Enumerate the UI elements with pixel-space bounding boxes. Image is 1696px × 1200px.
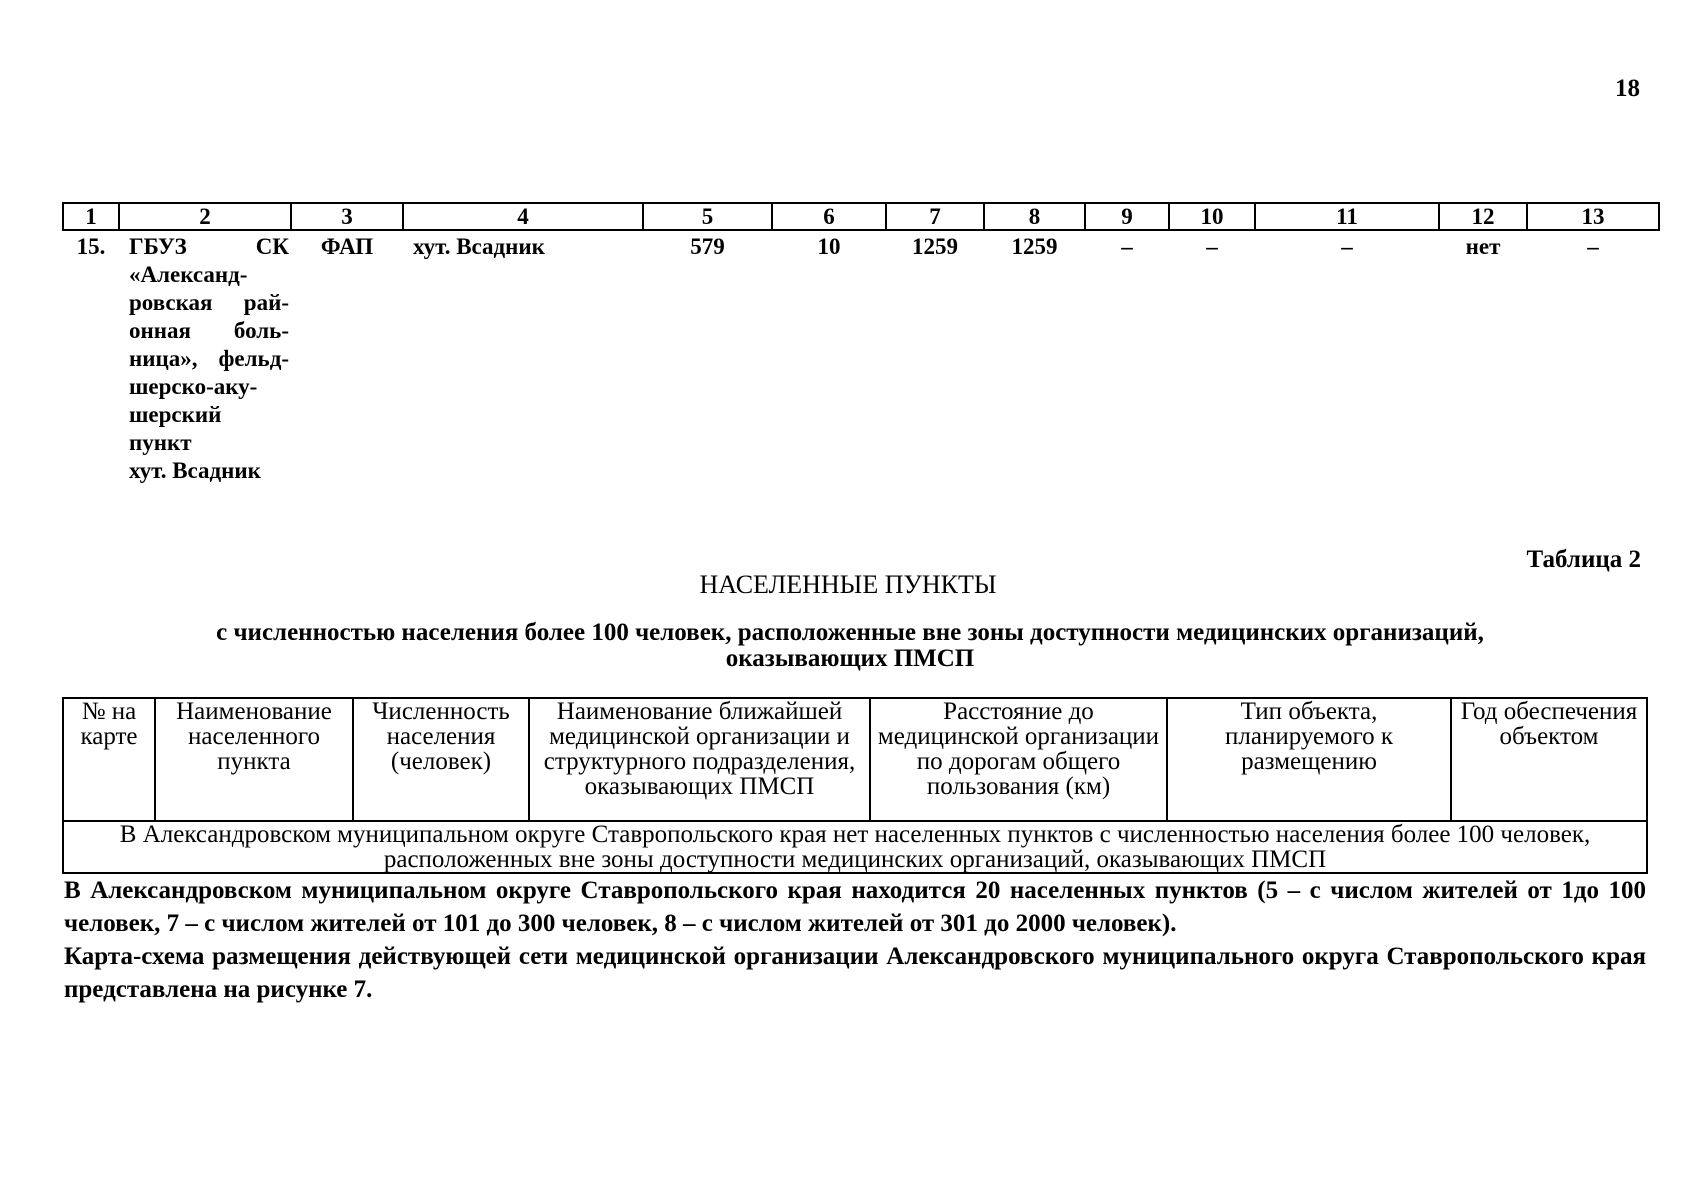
table-subtitle: с численностью населения более 100 человек, расположенные вне зоны доступности медицинских организаций, оказывающих ПМСП bbox=[216, 619, 1484, 672]
cell-value: – bbox=[1341, 234, 1353, 259]
continuation-table bbox=[62, 202, 1660, 485]
column-number: 10 bbox=[1169, 203, 1255, 230]
column-header: Тип объекта, планируемого к размещению bbox=[1167, 698, 1451, 821]
column-number: 12 bbox=[1439, 203, 1527, 230]
column-header: № на карте bbox=[63, 698, 155, 821]
cell-value: нет bbox=[1465, 234, 1501, 259]
row-number: 15. bbox=[76, 234, 106, 259]
organization-name-line: шерско-аку- bbox=[129, 374, 258, 399]
column-header: Год обеспечения объектом bbox=[1451, 698, 1647, 821]
table-row bbox=[63, 821, 1647, 873]
column-number: 4 bbox=[403, 203, 643, 230]
column-number-row bbox=[63, 203, 1659, 230]
cell-value: 1259 bbox=[912, 234, 958, 259]
column-number: 8 bbox=[984, 203, 1085, 230]
object-type: ФАП bbox=[320, 234, 374, 259]
settlements-table bbox=[62, 697, 1648, 874]
organization-name-line: ровская рай- bbox=[129, 290, 289, 315]
organization-name bbox=[119, 230, 291, 485]
cell-value: 579 bbox=[690, 234, 725, 259]
organization-name-line: шерский bbox=[129, 402, 222, 427]
column-header: Расстояние до медицинской организации по дорогам общего пользования (км) bbox=[870, 698, 1167, 821]
column-number: 2 bbox=[119, 203, 291, 230]
column-number: 3 bbox=[291, 203, 403, 230]
organization-name-line: хут. Всадник bbox=[129, 458, 261, 483]
column-header: Наименование ближайшей медицинской организации и структурного подразделения, оказывающих ПМСП bbox=[529, 698, 870, 821]
table-header-row bbox=[63, 698, 1647, 821]
organization-name-line: «Александ- bbox=[129, 262, 248, 287]
cell-value: 10 bbox=[817, 234, 841, 259]
table-label: Таблица 2 bbox=[1526, 546, 1641, 573]
organization-name-line: пункт bbox=[129, 430, 192, 455]
page-number: 18 bbox=[1615, 75, 1640, 102]
table-row bbox=[63, 230, 1659, 485]
column-number: 13 bbox=[1527, 203, 1659, 230]
cell-value: – bbox=[1121, 234, 1133, 259]
column-number: 1 bbox=[63, 203, 119, 230]
paragraph: Карта-схема размещения действующей сети медицинской организации Александровского муниципального округа Ставропольского края представлена на рисунке 7. bbox=[64, 943, 1646, 1003]
cell-value: – bbox=[1206, 234, 1218, 259]
organization-name-line: ГБУЗ СК bbox=[129, 234, 289, 259]
column-number: 6 bbox=[772, 203, 886, 230]
settlement-name: хут. Всадник bbox=[413, 234, 545, 259]
organization-name-line: онная боль- bbox=[129, 318, 289, 343]
column-number: 9 bbox=[1085, 203, 1169, 230]
column-number: 7 bbox=[886, 203, 984, 230]
column-number: 5 bbox=[643, 203, 772, 230]
cell-value: – bbox=[1587, 234, 1599, 259]
column-number: 11 bbox=[1255, 203, 1439, 230]
table-title: НАСЕЛЕННЫЕ ПУНКТЫ bbox=[699, 570, 997, 599]
column-header: Численность населения (человек) bbox=[353, 698, 529, 821]
table-note-row: В Александровском муниципальном округе Ставропольского края нет населенных пунктов с численностью населения более 100 человек, расположенных вне зоны доступности медицинских организаций, оказывающих ПМСП bbox=[63, 821, 1647, 873]
organization-name-line: ница», фельд- bbox=[129, 346, 289, 371]
cell-value: 1259 bbox=[1011, 234, 1058, 259]
column-header: Наименование населенного пункта bbox=[155, 698, 353, 821]
paragraph: В Александровском муниципальном округе Ставропольского края находится 20 населенных пунктов (5 – с числом жителей от 1до 100 человек, 7 – с числом жителей от 101 до 300 человек, 8 – с числом жителей от 301 до 2000 человек). bbox=[64, 877, 1646, 937]
